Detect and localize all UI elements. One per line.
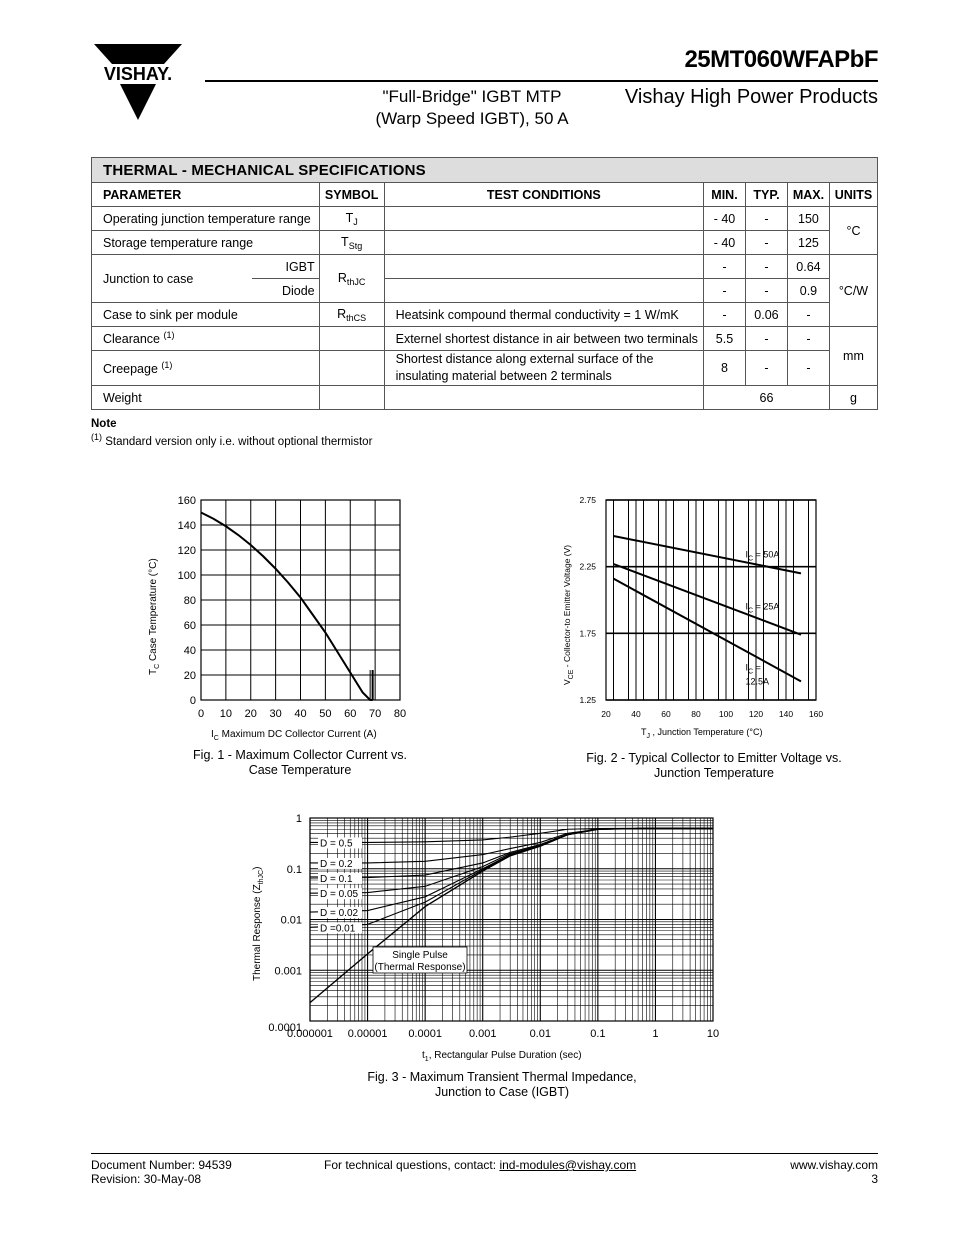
col-header: TEST CONDITIONS: [384, 183, 703, 207]
max-cell: 0.64: [787, 255, 829, 279]
y-tick-label: 2.25: [579, 561, 596, 572]
condition-cell: [384, 255, 703, 279]
header-rule: [205, 80, 878, 82]
min-cell: 8: [704, 351, 746, 386]
table-row: [92, 327, 878, 351]
min-cell: -: [704, 279, 746, 303]
revision: Revision: 30-May-08: [91, 1172, 202, 1186]
param-cell: Case to sink per module: [92, 303, 320, 327]
typ-cell: -: [745, 207, 787, 231]
condition-cell: [384, 231, 703, 255]
col-header: MAX.: [787, 183, 829, 207]
series-label: $I_C = 50A$: [745, 549, 780, 563]
contact-text: For technical questions, contact:: [324, 1158, 500, 1172]
series-label: D = 0.05: [320, 889, 359, 901]
x-tick-label: 30: [269, 708, 282, 720]
x-tick-label: 100: [718, 709, 734, 719]
y-tick-label: 60: [183, 620, 196, 632]
col-header: MIN.: [704, 183, 746, 207]
y-tick-label: 0.1: [286, 863, 302, 876]
series-label: 12.5A: [745, 676, 770, 687]
max-cell: 125: [787, 231, 829, 255]
condition-cell: Externel shortest distance in air between two terminals: [384, 327, 703, 351]
col-header: SYMBOL: [319, 183, 384, 207]
y-tick-label: 2.75: [579, 495, 596, 505]
x-tick-label: 50: [319, 708, 332, 720]
typ-cell: -: [745, 279, 787, 303]
table-row: [92, 303, 878, 327]
symbol-cell: $R_{thCS}$: [319, 303, 384, 327]
page-number: 3: [871, 1172, 878, 1186]
division-name: Vishay High Power Products: [624, 86, 878, 108]
x-tick-label: 80: [393, 708, 407, 720]
note-line: $^{(1)}$ Standard version only i.e. without optional thermistor: [91, 432, 373, 448]
typ-cell: -: [745, 255, 787, 279]
y-tick-label: 1.25: [579, 695, 596, 705]
x-tick-label: 70: [369, 708, 382, 720]
x-tick-label: 0.1: [590, 1028, 606, 1040]
x-tick-label: 60: [344, 708, 357, 720]
fig3-chart: [240, 808, 740, 1068]
min-cell: -: [704, 255, 746, 279]
x-tick-label: 10: [219, 708, 232, 720]
condition-cell: Shortest distance along external surface of the insulating material between 2 terminals: [384, 351, 703, 386]
footer-site: [790, 1158, 878, 1186]
x-axis-label: $I_C$ Maximum DC Collector Current (A): [211, 729, 377, 742]
x-tick-label: 0: [197, 708, 205, 720]
series-label: $I_C = 25A$: [745, 601, 780, 615]
series-line: [614, 564, 802, 635]
footer-doc-info: [91, 1158, 232, 1186]
value-cell: 66: [704, 386, 830, 410]
x-tick-label: 0.000001: [287, 1028, 333, 1040]
y-tick-label: 40: [183, 645, 196, 657]
min-cell: -: [704, 303, 746, 327]
param-cell: Junction to case IGBT Diode: [92, 255, 320, 303]
param-cell: Operating junction temperature range: [92, 207, 320, 231]
symbol-cell: [319, 327, 384, 351]
x-axis-label: $t_1$, Rectangular Pulse Duration (sec): [422, 1050, 582, 1063]
series-line: [614, 579, 802, 682]
param-cell: Storage temperature range: [92, 231, 320, 255]
condition-cell: Heatsink compound thermal conductivity = 1 W/mK: [384, 303, 703, 327]
table-row: [92, 351, 878, 386]
condition-cell: [384, 207, 703, 231]
max-cell: -: [787, 351, 829, 386]
table-row: [92, 386, 878, 410]
fig1-caption: Fig. 1 - Maximum Collector Current vs. Case Temperature: [193, 748, 407, 777]
annotation-line: (Thermal Response): [374, 962, 466, 973]
x-tick-label: 20: [244, 708, 257, 720]
vishay-logo: [92, 44, 184, 120]
y-tick-label: 0: [189, 695, 196, 707]
table-title: THERMAL - MECHANICAL SPECIFICATIONS: [92, 158, 878, 183]
condition-cell: [384, 279, 703, 303]
y-tick-label: 20: [183, 670, 196, 682]
sub-param-igbt: IGBT: [285, 260, 315, 274]
fig1-chart: [140, 490, 430, 750]
table-row: [92, 255, 878, 279]
max-cell: 150: [787, 207, 829, 231]
series-label: D = 0.5: [320, 838, 353, 850]
series-line: [201, 513, 373, 701]
y-tick-label: 80: [183, 595, 196, 607]
x-tick-label: 20: [601, 709, 611, 719]
thermal-mechanical-spec-table: [91, 157, 878, 410]
symbol-cell: $T_J$: [319, 207, 384, 231]
param-cell: Creepage $^{(1)}$: [92, 351, 320, 386]
min-cell: - 40: [704, 231, 746, 255]
col-header: PARAMETER: [92, 183, 320, 207]
symbol-cell: $R_{thJC}$: [319, 255, 384, 303]
fig2-caption: Fig. 2 - Typical Collector to Emitter Voltage vs. Junction Temperature: [586, 751, 842, 780]
x-tick-label: 80: [691, 709, 701, 719]
y-tick-label: 140: [177, 520, 196, 532]
min-cell: - 40: [704, 207, 746, 231]
series-label: D = 0.1: [320, 873, 353, 885]
unit-cell: g: [829, 386, 877, 410]
col-header: UNITS: [829, 183, 877, 207]
symbol-cell: $T_{Stg}$: [319, 231, 384, 255]
y-tick-label: 1.75: [579, 628, 596, 639]
max-cell: -: [787, 327, 829, 351]
y-axis-label: $V_{CE}$ - Collector-to Emitter Voltage (V): [562, 544, 575, 685]
x-tick-label: 0.01: [529, 1028, 551, 1040]
x-tick-label: 120: [748, 709, 764, 719]
max-cell: 0.9: [787, 279, 829, 303]
x-tick-label: 160: [808, 709, 824, 719]
symbol-cell: [319, 386, 384, 410]
footer-contact: [324, 1158, 636, 1172]
x-tick-label: 0.0001: [408, 1028, 442, 1040]
x-axis-label: $T_J$ , Junction Temperature (°C): [641, 727, 763, 740]
y-axis-label: $T_C$ Case Temperature (°C): [148, 558, 161, 675]
condition-cell: [384, 386, 703, 410]
series-label: D = 0.2: [320, 858, 353, 870]
param-cell: Clearance $^{(1)}$: [92, 327, 320, 351]
y-tick-label: 1: [295, 813, 302, 825]
series-label: D = 0.02: [320, 908, 359, 920]
x-tick-label: 40: [294, 708, 307, 720]
symbol-cell: [319, 351, 384, 386]
table-row: [92, 207, 878, 231]
x-tick-label: 40: [631, 709, 641, 719]
fig2-chart: [556, 490, 846, 750]
email-link[interactable]: ind-modules@vishay.com: [499, 1158, 637, 1172]
y-tick-label: 0.001: [274, 965, 302, 978]
subtitle-line-2: (Warp Speed IGBT), 50 A: [375, 109, 569, 128]
y-tick-label: 100: [177, 570, 196, 582]
min-cell: 5.5: [704, 327, 746, 351]
typ-cell: -: [745, 351, 787, 386]
series-label: D =0.01: [320, 923, 356, 935]
fig3-caption: Fig. 3 - Maximum Transient Thermal Impedance, Junction to Case (IGBT): [367, 1070, 637, 1099]
part-number: 25MT060WFAPbF: [684, 46, 878, 73]
y-axis-label: Thermal Response $(Z_{thJC})$: [252, 866, 265, 981]
annotation-line: Single Pulse: [392, 950, 448, 961]
col-header: TYP.: [745, 183, 787, 207]
y-tick-label: 160: [177, 495, 196, 507]
website-link[interactable]: www.vishay.com: [790, 1158, 878, 1172]
typ-cell: -: [745, 231, 787, 255]
sub-param-diode: Diode: [281, 284, 315, 298]
doc-number: Document Number: 94539: [91, 1158, 232, 1172]
unit-cell: mm: [829, 327, 877, 386]
max-cell: -: [787, 303, 829, 327]
series-label: $I_C$ =: [745, 662, 761, 676]
x-tick-label: 140: [778, 709, 794, 719]
unit-cell: °C: [829, 207, 877, 255]
typ-cell: 0.06: [745, 303, 787, 327]
param-cell: Weight: [92, 386, 320, 410]
note-title: Note: [91, 418, 117, 430]
logo-text: VISHAY.: [103, 64, 173, 84]
typ-cell: -: [745, 327, 787, 351]
unit-cell: °C/W: [829, 255, 877, 327]
subtitle-line-1: "Full-Bridge" IGBT MTP: [382, 87, 562, 106]
x-tick-label: 0.001: [468, 1028, 497, 1040]
y-tick-label: 0.01: [280, 914, 302, 927]
x-tick-label: 0.00001: [347, 1028, 388, 1040]
table-row: [92, 231, 878, 255]
x-tick-label: 10: [706, 1028, 720, 1040]
y-tick-label: 0.0001: [268, 1022, 302, 1034]
footer-rule: [91, 1153, 878, 1154]
x-tick-label: 1: [652, 1028, 659, 1040]
product-subtitle: [362, 86, 582, 130]
y-tick-label: 120: [177, 545, 196, 557]
table-note: [91, 418, 372, 448]
x-tick-label: 60: [661, 709, 671, 719]
